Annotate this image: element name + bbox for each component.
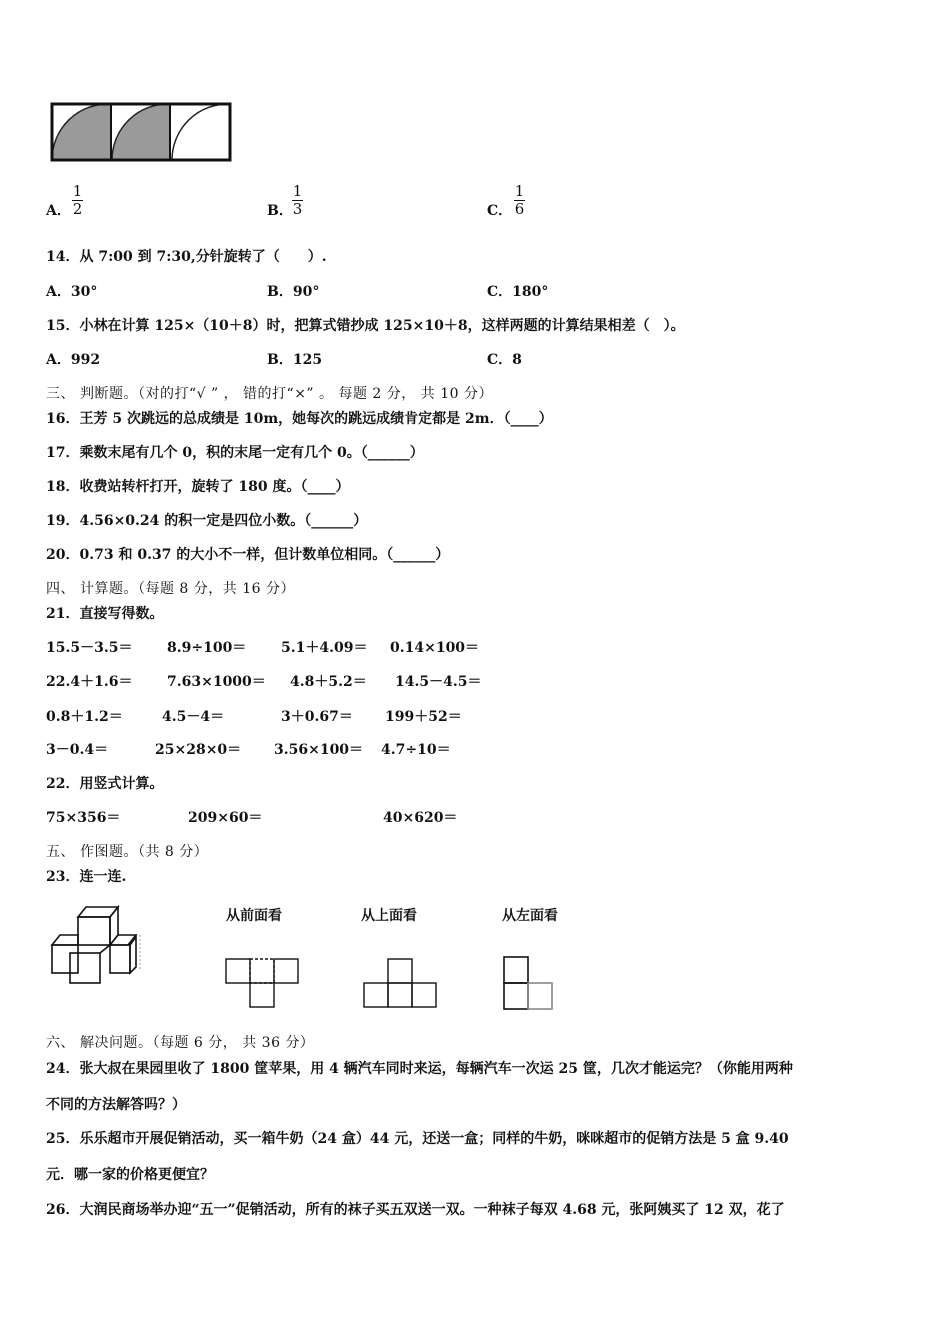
q18-text: 18．收费站转杆打开，旋转了 180 度。（____）: [46, 479, 350, 495]
q14-option-c: C．180°: [487, 284, 549, 300]
calc-item: 25×28×0＝: [155, 742, 242, 758]
quarter-circle-figure: [50, 102, 234, 162]
q16-text: 16．王芳 5 次跳远的总成绩是 10m，她每次的跳远成绩肯定都是 2m．（____）: [46, 411, 553, 427]
q14-text: 14．从 7:00 到 7:30,分针旋转了（ ）.: [46, 249, 327, 265]
calc-item: 4.8＋5.2＝: [290, 674, 367, 690]
vertical-calc-item: 75×356＝: [46, 810, 121, 826]
calc-item: 14.5－4.5＝: [395, 674, 482, 690]
q24-line-2: 不同的方法解答吗？）: [46, 1097, 186, 1113]
q15-option-c: C．8: [487, 352, 522, 368]
view-shape-top: [362, 957, 440, 1011]
q26-line-1: 26．大润民商场举办迎“五一”促销活动，所有的袜子买五双送一双。一种袜子每双 4.68 元，张阿姨买了 12 双，花了: [46, 1202, 785, 1218]
q22-title: 22．用竖式计算。: [46, 776, 164, 792]
view-shape-front: [224, 957, 300, 1011]
fraction-denominator: 2: [72, 200, 83, 218]
calc-item: 3－0.4＝: [46, 742, 109, 758]
calc-item: 0.8＋1.2＝: [46, 709, 123, 725]
view-label-top: 从上面看: [361, 908, 417, 924]
q20-text: 20．0.73 和 0.37 的大小不一样，但计数单位相同。（______）: [46, 547, 450, 563]
fraction-denominator: 6: [514, 200, 525, 218]
q25-line-2: 元．哪一家的价格更便宜？: [46, 1167, 214, 1183]
q13-option-b-letter: B．: [267, 203, 293, 219]
q13-option-c-letter: C．: [487, 203, 513, 219]
view-shape-left: [502, 955, 558, 1013]
calc-item: 7.63×1000＝: [167, 674, 266, 690]
section-3-heading: 三、 判断题。（对的打“√ ” ， 错的打“×” 。 每题 2 分， 共 10 分）: [46, 386, 493, 402]
q23-title: 23．连一连.: [46, 869, 127, 885]
q14-option-b: B．90°: [267, 284, 320, 300]
q13-option-c-fraction: [514, 183, 525, 218]
calc-item: 8.9÷100＝: [167, 640, 247, 656]
calc-item: 15.5－3.5＝: [46, 640, 133, 656]
q13-option-a-fraction: [72, 183, 83, 218]
q15-text: 15．小林在计算 125×（10＋8）时，把算式错抄成 125×10＋8，这样两题的计算结果相差（ ）。: [46, 318, 685, 334]
q15-option-a: A．992: [46, 352, 101, 368]
fraction-numerator: 1: [292, 182, 303, 200]
q21-title: 21．直接写得数。: [46, 606, 164, 622]
calc-item: 3＋0.67＝: [281, 709, 353, 725]
calc-item: 0.14×100＝: [390, 640, 480, 656]
fraction-denominator: 3: [292, 200, 303, 218]
calc-item: 3.56×100＝: [274, 742, 364, 758]
calc-item: 4.5－4＝: [162, 709, 225, 725]
q19-text: 19．4.56×0.24 的积一定是四位小数。（______）: [46, 513, 368, 529]
q17-text: 17．乘数末尾有几个 0，积的末尾一定有几个 0。（______）: [46, 445, 424, 461]
view-label-front: 从前面看: [226, 908, 282, 924]
vertical-calc-item: 209×60＝: [188, 810, 263, 826]
fraction-numerator: 1: [514, 182, 525, 200]
calc-item: 22.4＋1.6＝: [46, 674, 133, 690]
calc-item: 5.1＋4.09＝: [281, 640, 368, 656]
cube-stack-figure: [48, 905, 148, 985]
q14-option-a: A．30°: [46, 284, 98, 300]
q24-line-1: 24．张大叔在果园里收了 1800 筐苹果，用 4 辆汽车同时来运，每辆汽车一次运 25 筐，几次才能运完？（你能用两种: [46, 1061, 793, 1077]
q13-option-a-letter: A．: [46, 203, 71, 219]
section-5-heading: 五、 作图题。（共 8 分）: [46, 844, 209, 860]
q25-line-1: 25．乐乐超市开展促销活动，买一箱牛奶（24 盒）44 元，还送一盒；同样的牛奶，咪咪超市的促销方法是 5 盒 9.40: [46, 1131, 789, 1147]
q13-option-b-fraction: [292, 183, 303, 218]
calc-item: 4.7÷10＝: [381, 742, 451, 758]
fraction-numerator: 1: [72, 182, 83, 200]
vertical-calc-item: 40×620＝: [383, 810, 458, 826]
q15-option-b: B．125: [267, 352, 323, 368]
calc-item: 199＋52＝: [385, 709, 462, 725]
view-label-left: 从左面看: [502, 908, 558, 924]
section-6-heading: 六、 解决问题。（每题 6 分， 共 36 分）: [46, 1035, 315, 1051]
section-4-heading: 四、 计算题。（每题 8 分，共 16 分）: [46, 581, 295, 597]
